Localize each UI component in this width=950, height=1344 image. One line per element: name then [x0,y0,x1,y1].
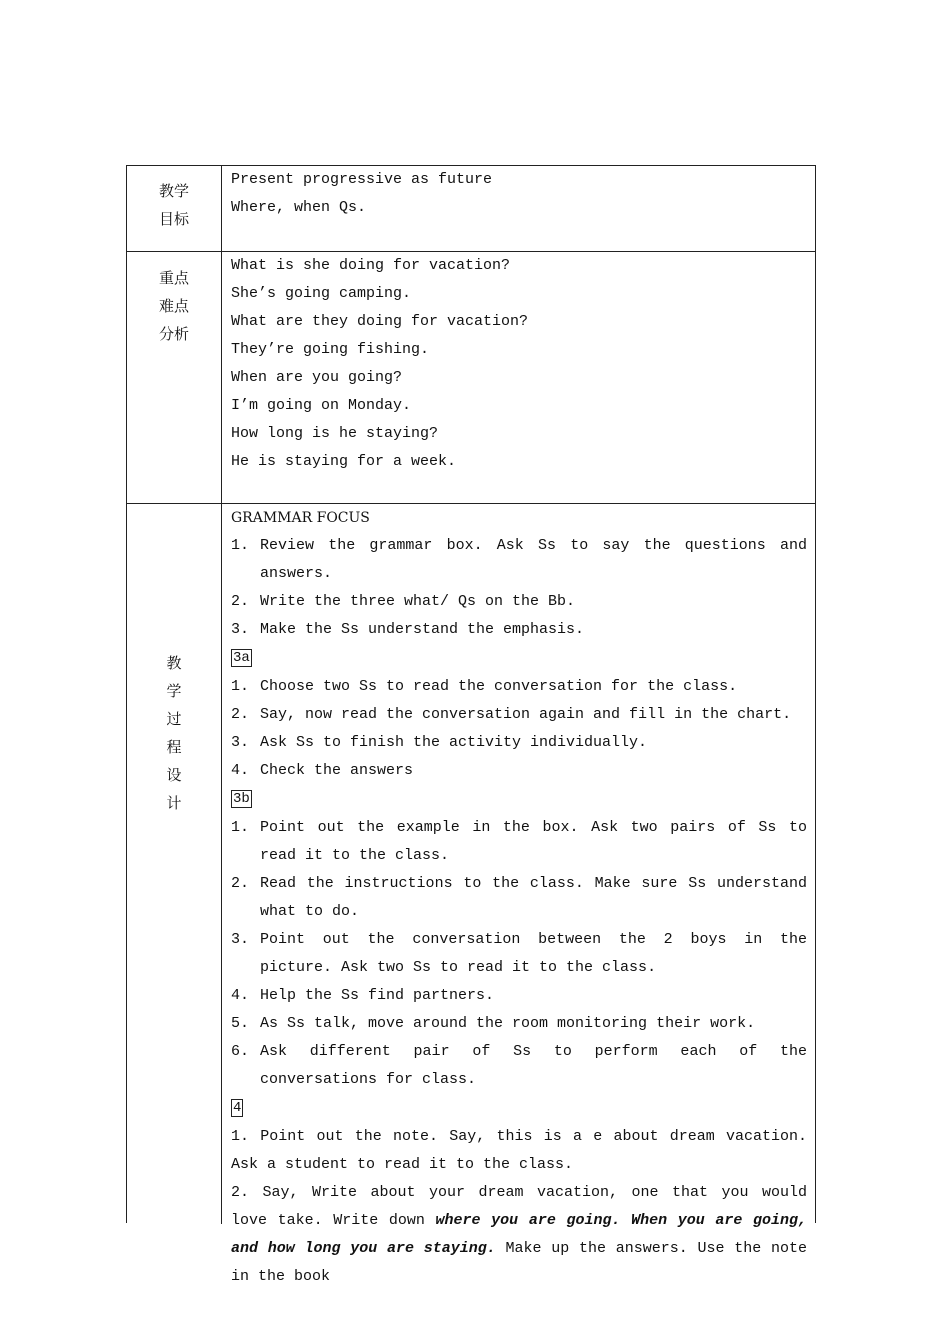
label-text: 程 [166,738,182,756]
example-line: She’s going camping. [231,285,412,302]
item-text: As Ss talk, move around the room monitoring their work. [260,1015,756,1032]
emphasis-text: where you are going. When you are going, and how long you are staying. [231,1212,807,1257]
list-item: 3. Ask Ss to finish the activity individually. [231,734,648,751]
section-tag-row [231,1094,807,1123]
item-text: Read the instructions to the class. Make sure Ss understand what to do. [260,875,807,920]
item-text: Point out the example in the box. Ask two pairs of Ss to read it to the class. [260,819,807,864]
section-tag-3a: 3a [233,650,250,666]
objective-line: Present progressive as future [231,171,493,188]
label-text: 学 [166,682,182,700]
paragraph-text: Make up the answers. Use the note in the book [231,1240,807,1285]
label-objectives [127,166,222,251]
list-item: 3. Point out the conversation between the 2 boys in the picture. Ask two Ss to read it to the class. [231,931,807,976]
label-text: 目标 [158,210,189,228]
label-text: 过 [166,710,182,728]
example-line: When are you going? [231,369,403,386]
list-item: 4. Help the Ss find partners. [231,987,495,1004]
row-objectives [127,166,815,252]
item-text: Make the Ss understand the emphasis. [260,621,585,638]
label-text: 设 [166,766,182,784]
item-text: Ask Ss to finish the activity individually. [260,734,648,751]
item-text: Write the three what/ Qs on the Bb. [260,593,576,610]
row-key-points [127,252,815,504]
list-item: 1. Choose two Ss to read the conversation for the class. [231,678,738,695]
example-line: They’re going fishing. [231,341,430,358]
section-tag-row [231,644,807,673]
list-item: 5. As Ss talk, move around the room monitoring their work. [231,1015,756,1032]
example-line: What are they doing for vacation? [231,313,529,330]
list-item: 1. Point out the example in the box. Ask two pairs of Ss to read it to the class. [231,819,807,864]
key-points-content [223,252,815,503]
label-text: 教学 [158,182,189,200]
item-text: Help the Ss find partners. [260,987,495,1004]
label-text: 重点 [158,269,189,287]
list-item: 4. Check the answers [231,762,414,779]
objective-line: Where, when Qs. [231,199,367,216]
objectives-content [223,166,815,251]
list-item: 3. Make the Ss understand the emphasis. [231,621,585,638]
item-text: Review the grammar box. Ask Ss to say the questions and answers. [260,537,807,582]
section-tag-row [231,785,807,814]
label-text: 教 [166,654,182,672]
label-text: 分析 [158,325,189,343]
paragraph: 1. Point out the note. Say, this is a e about dream vacation. Ask a student to read it to the class. [231,1128,807,1173]
paragraph-text: 2. Say, Write about your dream vacation, one that you would love take. Write down [231,1184,807,1229]
list-item: 2. Write the three what/ Qs on the Bb. [231,593,576,610]
item-text: Check the answers [260,762,414,779]
label-key-points [127,252,222,503]
paragraph [231,1179,807,1291]
item-text: Choose two Ss to read the conversation for the class. [260,678,738,695]
example-line: How long is he staying? [231,425,439,442]
list-item: 6. Ask different pair of Ss to perform each of the conversations for class. [231,1043,807,1088]
label-text: 难点 [158,297,189,315]
example-line: He is staying for a week. [231,453,457,470]
item-text: Say, now read the conversation again and fill in the chart. [260,706,792,723]
section-tag-4: 4 [233,1100,242,1116]
section-tag-3b: 3b [233,791,250,807]
label-text: 计 [166,794,182,812]
row-process [127,504,815,1285]
list-item: 2. Say, now read the conversation again and fill in the chart. [231,706,792,723]
example-line: I’m going on Monday. [231,397,412,414]
label-process [127,504,222,1224]
example-line: What is she doing for vacation? [231,257,511,274]
item-text: Ask different pair of Ss to perform each of the conversations for class. [260,1043,807,1088]
item-text: Point out the conversation between the 2 boys in the picture. Ask two Ss to read it to the class. [260,931,807,976]
grammar-heading: GRAMMAR FOCUS [231,510,370,526]
list-item: 2. Read the instructions to the class. Make sure Ss understand what to do. [231,875,807,920]
list-item: 1. Review the grammar box. Ask Ss to say the questions and answers. [231,537,807,582]
process-content [223,504,815,1285]
lesson-plan-table [126,165,816,1285]
